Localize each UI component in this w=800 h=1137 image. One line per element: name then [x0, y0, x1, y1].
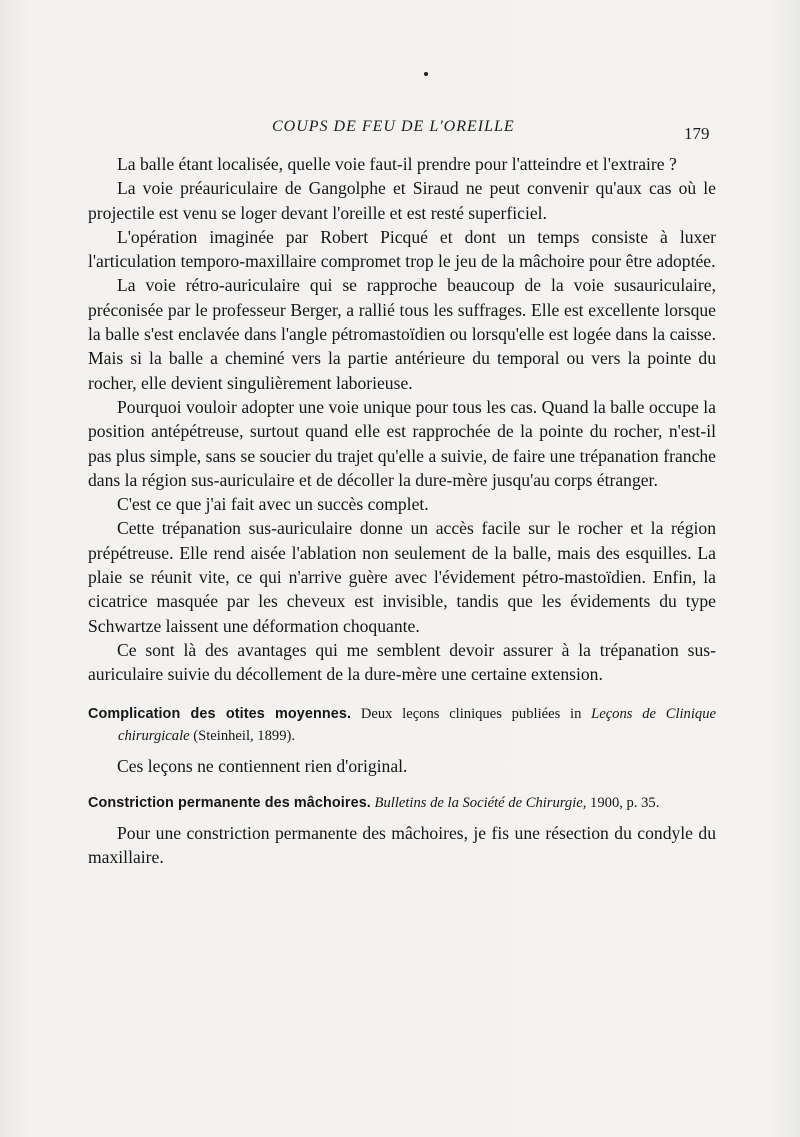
entry-text: Deux leçons cliniques publiées in — [351, 705, 592, 722]
paragraph: C'est ce que j'ai fait avec un succès complet. — [117, 494, 429, 515]
paragraph: La voie préauriculaire de Gangolphe et Siraud ne peut convenir qu'aux cas où le projectile est venu se loger devant l'oreille et est resté superficiel. — [88, 178, 716, 223]
body-text — [88, 152, 716, 869]
entry-tail: (Steinheil, 1899). — [189, 727, 295, 744]
paragraph: Cette trépanation sus-auriculaire donne un accès facile sur le rocher et la région prépétreuse. Elle rend aisée l'ablation non seulement de la balle, mais des esquilles. La plaie se réunit vite, ce qui n'arrive guère avec l'évidement pétro-mastoïdien. Enfin, la cicatrice masquée par les cheveux est invisible, tandis que les évidements du type Schwartze laissent une déformation choquante. — [88, 518, 716, 636]
paragraph: La balle étant localisée, quelle voie faut-il prendre pour l'atteindre et l'extraire ? — [117, 154, 677, 174]
paragraph: Pourquoi vouloir adopter une voie unique pour tous les cas. Quand la balle occupe la position antépétreuse, surtout quand elle est rapprochée de la pointe du rocher, n'est-il pas plus simple, sans se soucier du trajet qu'elle a suivie, de faire une trépanation franche dans la région sus-auriculaire et de décoller la dure-mère jusqu'au corps étranger. — [88, 396, 716, 490]
page-header — [0, 118, 800, 142]
ink-dot — [424, 72, 428, 76]
paragraph: Ce sont là des avantages qui me semblent devoir assurer à la trépanation sus-auriculaire suivie du décollement de la dure-mère une certaine extension. — [88, 639, 716, 685]
entry-tail: 1900, p. 35. — [586, 794, 660, 811]
entry-title: Complication des otites moyennes. — [88, 705, 352, 722]
entry-paragraph: Pour une constriction permanente des mâchoires, je fis une résection du condyle du maxillaire. — [88, 822, 716, 868]
running-title: COUPS DE FEU DE L'OREILLE — [272, 118, 515, 135]
entry-title: Constriction permanente des mâchoires. — [88, 794, 371, 811]
paragraph: La voie rétro-auriculaire qui se rapproche beaucoup de la voie susauriculaire, préconisée par le professeur Berger, a rallié tous les suffrages. Elle est excellente lorsque la balle s'est enclavée dans l'angle pétromastoïdien ou lorsqu'elle est logée dans la caisse. Mais si la balle a cheminé vers la partie antérieure du temporal ou vers la pointe du rocher, elle devient singulièrement laborieuse. — [88, 275, 716, 393]
bibliography-entry — [88, 792, 716, 814]
entry-source: Leçons de Clinique chirurgicale — [118, 705, 716, 744]
page-number: 179 — [684, 124, 710, 143]
bibliography-entry — [88, 703, 716, 747]
entry-paragraph: Ces leçons ne contiennent rien d'original. — [117, 755, 408, 776]
paragraph: L'opération imaginée par Robert Picqué et dont un temps consiste à luxer l'articulation temporo-maxillaire compromet trop le jeu de la mâchoire pour être adoptée. — [88, 226, 716, 272]
entry-source: Bulletins de la Société de Chirurgie, — [370, 794, 587, 811]
